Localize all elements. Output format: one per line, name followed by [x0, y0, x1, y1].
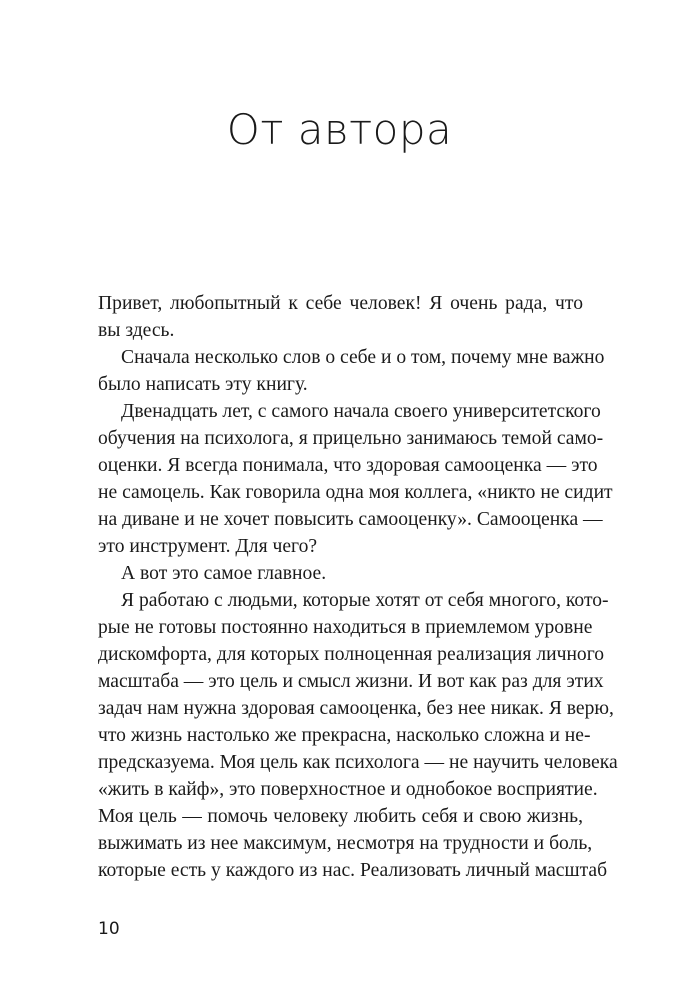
text-line: задач нам нужна здоровая самооценка, без нее никак. Я верю,: [98, 698, 614, 719]
text-line: Сначала несколько слов о себе и о том, почему мне важно: [121, 347, 605, 368]
text-line: Двенадцать лет, с самого начала своего университетского: [121, 401, 601, 422]
text-line: масштаба — это цель и смысл жизни. И вот как раз для этих: [98, 671, 604, 692]
text-line: на диване и не хочет повысить самооценку». Самооценка —: [98, 509, 603, 530]
text-line: вы здесь.: [98, 320, 175, 341]
text-line: это инструмент. Для чего?: [98, 536, 318, 557]
text-line: было написать эту книгу.: [98, 374, 308, 395]
text-line: обучения на психолога, я прицельно занимаюсь темой само-: [98, 428, 604, 449]
text-line: «жить в кайф», это поверхностное и однобокое восприятие.: [98, 779, 598, 800]
text-line: Моя цель — помочь человеку любить себя и свою жизнь,: [98, 806, 583, 827]
text-line: дискомфорта, для которых полноценная реализация личного: [98, 644, 605, 665]
text-line: А вот это самое главное.: [121, 563, 327, 584]
text-line: выжимать из нее максимум, несмотря на трудности и боль,: [98, 833, 593, 854]
text-line: рые не готовы постоянно находиться в приемлемом уровне: [98, 617, 593, 638]
text-line: Привет, любопытный к себе человек! Я очень рада, что: [98, 293, 583, 314]
text-line: Я работаю с людьми, которые хотят от себя многого, кото-: [121, 590, 609, 611]
text-line: предсказуема. Моя цель как психолога — не научить человека: [98, 752, 618, 773]
page-number: 10: [98, 919, 120, 939]
page-title: От автора: [226, 105, 453, 154]
text-line: оценки. Я всегда понимала, что здоровая самооценка — это: [98, 455, 598, 476]
text-line: что жизнь настолько же прекрасна, насколько сложна и не-: [98, 725, 591, 746]
text-line: не самоцель. Как говорила одна моя коллега, «никто не сидит: [98, 482, 613, 503]
text-line: которые есть у каждого из нас. Реализовать личный масштаб: [98, 860, 608, 881]
